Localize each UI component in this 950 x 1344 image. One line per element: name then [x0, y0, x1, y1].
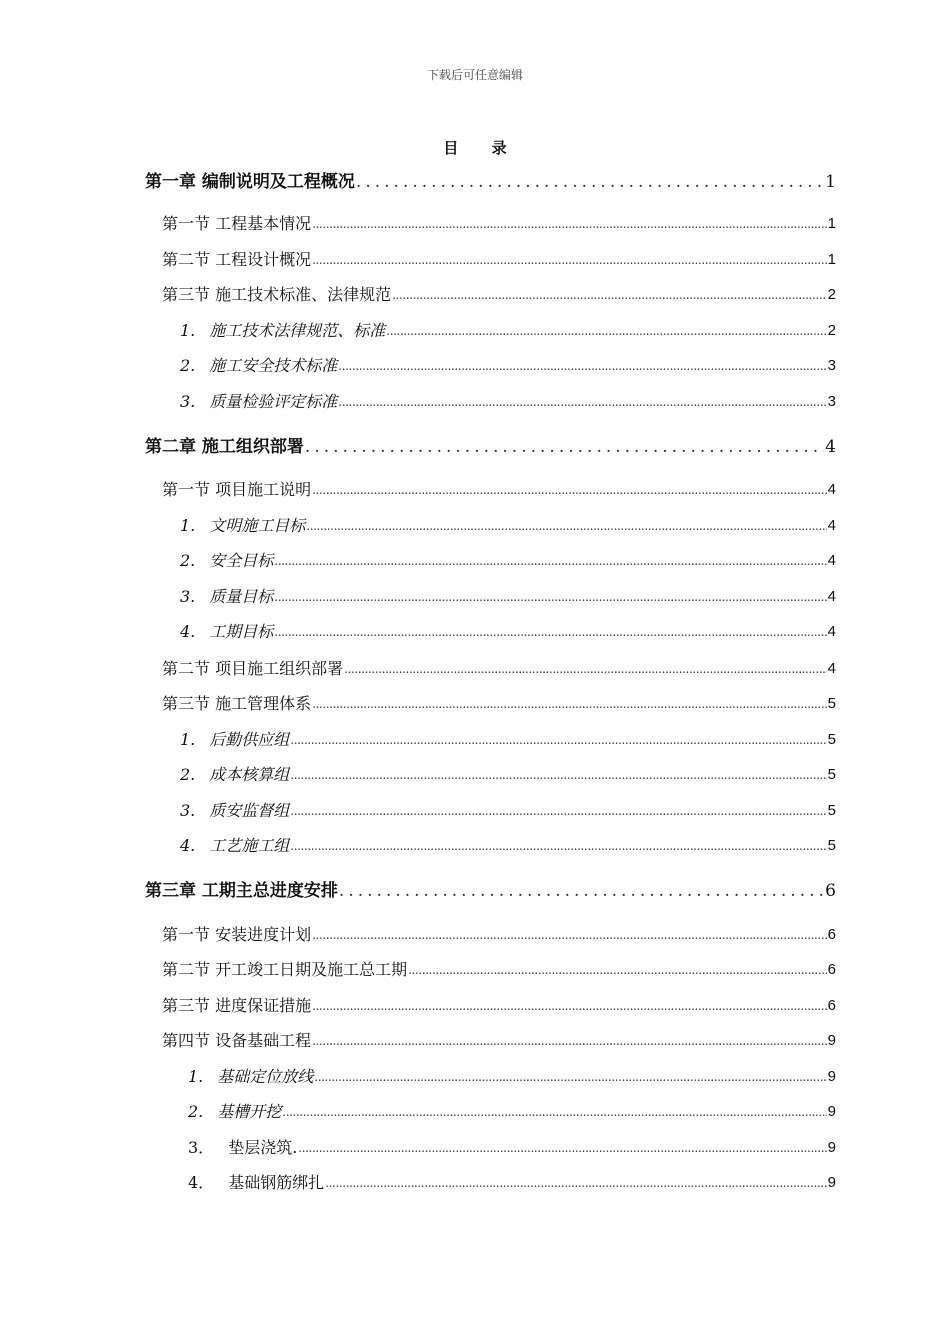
- toc-entry-title: [162, 249, 311, 271]
- toc-entry-label: 第三章 工期主总进度安排: [145, 881, 338, 901]
- toc-entry-page: 9: [827, 1139, 836, 1156]
- toc-entry-label: 第二节 项目施工组织部署: [162, 659, 344, 678]
- toc-entry-page: 4: [827, 481, 836, 498]
- toc-entry-page: 5: [827, 802, 836, 819]
- toc-entry-page: 2: [827, 286, 836, 303]
- toc-entry-page: 1: [827, 215, 836, 232]
- toc-entry-page: 6: [825, 881, 836, 901]
- toc-entry[interactable]: [180, 729, 836, 751]
- toc-entry-label: 第三节 施工技术标准、法律规范: [162, 285, 392, 304]
- toc-entry[interactable]: [162, 924, 836, 946]
- toc-entry-number: 1.: [180, 321, 196, 340]
- toc-entry-title: [180, 764, 289, 786]
- toc-entry[interactable]: [162, 213, 836, 235]
- toc-entry[interactable]: [180, 320, 836, 342]
- toc-entry-page: 5: [827, 766, 836, 783]
- dot-leader: [312, 479, 827, 501]
- toc-entry-label: 基础定位放线: [217, 1067, 314, 1086]
- dot-leader: [312, 995, 827, 1017]
- toc-entry-label: 第四节 设备基础工程: [162, 1031, 312, 1050]
- toc-entry-number: 4.: [180, 836, 196, 855]
- toc-entry[interactable]: [162, 658, 836, 680]
- toc-entry[interactable]: [162, 249, 836, 271]
- toc-entry-title: [180, 550, 273, 572]
- toc-entry-page: 4: [827, 623, 836, 640]
- dot-leader: [356, 171, 824, 193]
- toc-title: 目 录: [443, 139, 521, 157]
- toc-entry-page: 4: [827, 660, 836, 677]
- toc-entry-page: 4: [827, 552, 836, 569]
- page-header: 下载后可任意编辑: [426, 68, 523, 82]
- dot-leader: [312, 213, 827, 235]
- toc-entry-number: 1.: [188, 1067, 204, 1086]
- dot-leader: [312, 693, 827, 715]
- toc-entry-label: 第二章 施工组织部署: [145, 437, 304, 457]
- toc-entry-label: 基槽开挖: [217, 1102, 282, 1121]
- toc-entry-title: [180, 515, 305, 537]
- dot-leader: [312, 924, 827, 946]
- toc-entry-label: 质量检验评定标准: [209, 392, 338, 411]
- toc-entry[interactable]: [180, 835, 836, 857]
- toc-entry[interactable]: [180, 621, 836, 643]
- toc-entry-page: 2: [827, 322, 836, 339]
- toc-entry[interactable]: [162, 693, 836, 715]
- toc-entry-label: 成本核算组: [209, 765, 290, 784]
- toc-entry-label: 基础钢筋绑扎: [228, 1173, 325, 1192]
- dot-leader: [274, 621, 826, 643]
- toc-entry-title: [188, 1101, 281, 1123]
- toc-entry[interactable]: [162, 959, 836, 981]
- dot-leader: [312, 1030, 827, 1052]
- toc-entry-page: 9: [827, 1174, 836, 1191]
- dot-leader: [290, 764, 826, 786]
- toc-entry-page: 4: [827, 517, 836, 534]
- toc-entry[interactable]: [188, 1137, 836, 1159]
- toc-entry-label: 质量目标: [209, 587, 274, 606]
- toc-entry[interactable]: [180, 586, 836, 608]
- toc-entry[interactable]: [145, 880, 836, 902]
- toc-entry-page: 3: [827, 357, 836, 374]
- dot-leader: [392, 284, 827, 306]
- dot-leader: [408, 959, 827, 981]
- toc-entry-page: 9: [827, 1032, 836, 1049]
- toc-entry-page: 4: [827, 588, 836, 605]
- toc-entry-page: 6: [827, 961, 836, 978]
- toc-entry-number: 3.: [180, 801, 196, 820]
- toc-entry-title: [162, 995, 311, 1017]
- toc-entry-page: 5: [827, 731, 836, 748]
- toc-entry[interactable]: [145, 436, 836, 458]
- toc-entry-label: 质安监督组: [209, 801, 290, 820]
- toc-entry-page: 5: [827, 837, 836, 854]
- dot-leader: [306, 515, 826, 537]
- toc-entry-label: 第二节 工程设计概况: [162, 250, 312, 269]
- toc-entry-page: 1: [827, 251, 836, 268]
- toc-entry[interactable]: [180, 515, 836, 537]
- toc-entry[interactable]: [188, 1101, 836, 1123]
- toc-entry-title: [188, 1066, 313, 1088]
- toc-entry-label: 工期目标: [209, 622, 274, 641]
- toc-entry-page: 6: [827, 997, 836, 1014]
- toc-entry-label: 安全目标: [209, 551, 274, 570]
- dot-leader: [386, 320, 826, 342]
- toc-entry-number: 4.: [180, 622, 196, 641]
- toc-entry-number: 3.: [180, 392, 196, 411]
- toc-entry-title: [180, 835, 289, 857]
- toc-entry-title: [145, 171, 355, 193]
- toc-entry-title: [180, 800, 289, 822]
- dot-leader: [338, 391, 826, 413]
- toc-entry-page: 1: [825, 172, 836, 192]
- toc-entry-label: 第一章 编制说明及工程概况: [145, 172, 355, 192]
- toc-entry[interactable]: [180, 391, 836, 413]
- dot-leader: [312, 249, 827, 271]
- toc-entry-title: [162, 959, 407, 981]
- toc-entry-number: 1.: [180, 516, 196, 535]
- toc-entry-title: [162, 1030, 311, 1052]
- toc-entry-page: 3: [827, 393, 836, 410]
- dot-leader: [274, 550, 826, 572]
- toc-entry-page: 4: [825, 437, 836, 457]
- toc-entry-number: 3．: [188, 1138, 215, 1157]
- toc-entry-title: [180, 320, 385, 342]
- toc-entry-title: [162, 924, 311, 946]
- toc-entry[interactable]: [180, 764, 836, 786]
- toc-entry-title: [162, 284, 391, 306]
- dot-leader: [339, 880, 824, 902]
- dot-leader: [290, 729, 826, 751]
- toc-entry[interactable]: [180, 355, 836, 377]
- toc-entry-label: 工艺施工组: [209, 836, 290, 855]
- toc-entry-label: 第二节 开工竣工日期及施工总工期: [162, 960, 408, 979]
- dot-leader: [325, 1172, 826, 1194]
- toc-entry-title: [180, 621, 273, 643]
- toc-entry-label: 第一节 项目施工说明: [162, 480, 312, 499]
- toc-entry-page: 9: [827, 1068, 836, 1085]
- toc-entry-number: 2.: [180, 551, 196, 570]
- toc-entry-number: 2.: [188, 1102, 204, 1121]
- toc-entry-title: [145, 436, 304, 458]
- toc-entry[interactable]: [188, 1172, 836, 1194]
- toc-entry-number: 2.: [180, 765, 196, 784]
- toc-entry-title: [162, 658, 343, 680]
- toc-entry-title: [180, 586, 273, 608]
- toc-entry[interactable]: [188, 1066, 836, 1088]
- toc-entry[interactable]: [162, 1030, 836, 1052]
- toc-entry[interactable]: [180, 550, 836, 572]
- toc-entry-title: [162, 479, 311, 501]
- toc-entry-title: [188, 1172, 324, 1194]
- toc-entry-title: [162, 213, 311, 235]
- toc-entry-label: 施工技术法律规范、标准: [209, 321, 386, 340]
- toc-entry-title: [180, 355, 337, 377]
- toc-entry-page: 6: [827, 926, 836, 943]
- toc-entry-page: 5: [827, 695, 836, 712]
- toc-entry[interactable]: [162, 479, 836, 501]
- toc-entry-label: 施工安全技术标准: [209, 356, 338, 375]
- toc-entry[interactable]: [162, 284, 836, 306]
- dot-leader: [282, 1101, 826, 1123]
- toc-entry-number: 1.: [180, 730, 196, 749]
- dot-leader: [305, 436, 824, 458]
- toc-entry-label: 第一节 工程基本情况: [162, 214, 312, 233]
- toc-entry-title: [180, 391, 337, 413]
- toc-entry-title: [162, 693, 311, 715]
- toc-entry-number: 4．: [188, 1173, 215, 1192]
- toc-entry[interactable]: [145, 171, 836, 193]
- dot-leader: [274, 586, 826, 608]
- toc-entry-label: 第三节 进度保证措施: [162, 996, 312, 1015]
- toc-entry[interactable]: [162, 995, 836, 1017]
- toc-entry-label: 垫层浇筑.: [228, 1138, 298, 1157]
- toc-entry[interactable]: [180, 800, 836, 822]
- toc-entry-label: 后勤供应组: [209, 730, 290, 749]
- toc-entry-label: 第三节 施工管理体系: [162, 694, 312, 713]
- toc-entry-title: [188, 1137, 297, 1159]
- toc-entry-label: 文明施工目标: [209, 516, 306, 535]
- dot-leader: [290, 800, 826, 822]
- toc-entry-label: 第一节 安装进度计划: [162, 925, 312, 944]
- toc-entry-title: [145, 880, 338, 902]
- dot-leader: [314, 1066, 826, 1088]
- dot-leader: [338, 355, 826, 377]
- dot-leader: [290, 835, 826, 857]
- toc-entry-page: 9: [827, 1103, 836, 1120]
- dot-leader: [298, 1137, 826, 1159]
- toc-entry-number: 3.: [180, 587, 196, 606]
- dot-leader: [344, 658, 827, 680]
- toc-entry-title: [180, 729, 289, 751]
- toc-entry-number: 2.: [180, 356, 196, 375]
